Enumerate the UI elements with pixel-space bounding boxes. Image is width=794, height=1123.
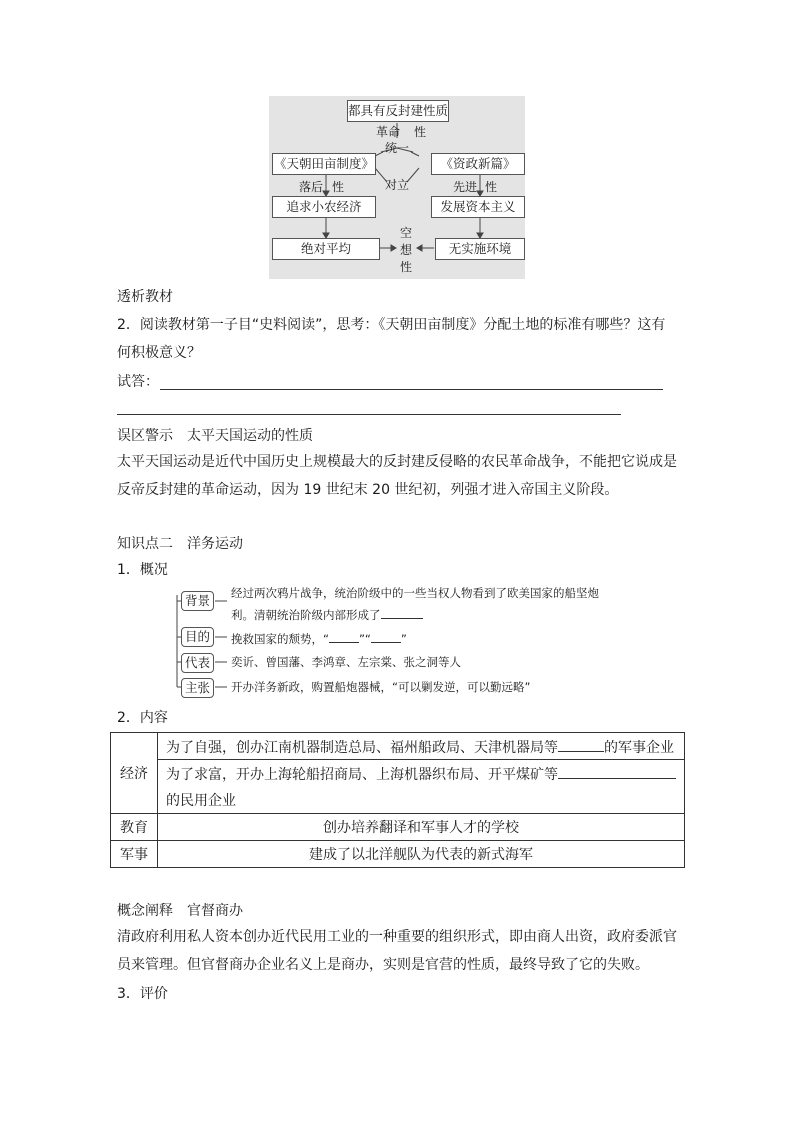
answer-line-2[interactable] — [117, 414, 621, 415]
diagram-label-advanced: 先进 — [453, 180, 478, 194]
knowledge-point-heading: 知识点二 洋务运动 — [117, 536, 243, 552]
content-table — [110, 732, 685, 868]
diagram-label-xing-1: 性 — [414, 125, 427, 139]
diagram-label-unity: 统一 — [385, 141, 410, 155]
economy-blank-2[interactable] — [558, 763, 676, 779]
evaluation-heading: 3．评价 — [117, 986, 168, 1002]
overview-background-line-2 — [231, 603, 423, 625]
diagram-label-kong: 空 — [400, 226, 413, 240]
diagram-bottom-right-box: 无实施环境 — [435, 238, 525, 260]
overview-purpose-blank-2[interactable] — [371, 627, 401, 643]
economy-row-3-cell — [158, 787, 685, 814]
table-row — [111, 787, 685, 814]
concept-line-2: 员来管理。但官督商办企业名义上是商办，实则是官营的性质，最终导致了它的失败。 — [117, 957, 649, 973]
economy-blank-1[interactable] — [558, 736, 604, 752]
diagram-left-mid-box: 《天朝田亩制度》 — [272, 153, 376, 175]
diagram-top-box: 都具有反封建性质 — [347, 100, 449, 122]
overview-background-line-1: 经过两次鸦片战争，统治阶级中的一些当权人物看到了欧美国家的船坚炮 — [231, 586, 599, 600]
concept-line-1: 清政府利用私人资本创办近代民用工业的一种重要的组织形式，即由商人出资，政府委派官 — [117, 929, 677, 945]
table-row — [111, 814, 685, 841]
table-row — [111, 841, 685, 868]
education-value-cell — [158, 814, 685, 841]
overview-background-text: 利。清朝统治阶级内部形成了 — [231, 608, 381, 622]
answer-line-1[interactable] — [160, 389, 663, 390]
military-value-cell — [158, 841, 685, 868]
diagram-label-xiang: 想 — [400, 243, 413, 257]
economy-row-3: 的民用企业 — [166, 792, 236, 809]
analysis-heading: 透析教材 — [117, 289, 173, 305]
table-row — [111, 760, 685, 787]
table-row — [111, 733, 685, 760]
overview-purpose-blank-1[interactable] — [329, 627, 359, 643]
overview-purpose-line — [231, 627, 407, 649]
economy-row-1-cell — [158, 733, 685, 760]
diagram-left-lower-box: 追求小农经济 — [272, 196, 376, 218]
question-line-2: 何积极意义？ — [117, 345, 201, 361]
overview-tag-purpose: 目的 — [181, 627, 214, 647]
overview-background-blank[interactable] — [381, 603, 423, 619]
diagram-label-xing-3: 性 — [485, 180, 498, 194]
diagram-right-lower-box: 发展资本主义 — [431, 196, 525, 218]
overview-tag-background: 背景 — [181, 591, 214, 611]
overview-purpose-text: 挽救国家的颓势，“ — [231, 632, 329, 646]
economy-row-2-cell — [158, 760, 685, 787]
misconception-line-1: 太平天国运动是近代中国历史上规模最大的反封建反侵略的农民革命战争，不能把它说成是 — [117, 454, 677, 470]
comparison-diagram — [269, 96, 525, 279]
question-line-1: 2．阅读教材第一子目“史料阅读”，思考：《天朝田亩制度》分配土地的标准有哪些？这有 — [117, 317, 666, 333]
diagram-label-revolution: 革命 — [376, 125, 401, 139]
diagram-label-opposition: 对立 — [385, 178, 410, 192]
overview-representatives-line: 奕䜣、曾国藩、李鸿章、左宗棠、张之洞等人 — [231, 655, 461, 669]
education-label: 教育 — [120, 820, 148, 836]
economy-row-2: 为了求富，开办上海轮船招商局、上海机器织布局、开平煤矿等 — [166, 766, 558, 783]
education-value: 创办培养翻译和军事人才的学校 — [323, 820, 519, 836]
overview-tag-representatives: 代表 — [181, 653, 214, 673]
diagram-label-xing-2: 性 — [332, 180, 345, 194]
military-value: 建成了以北洋舰队为代表的新式海军 — [309, 847, 533, 863]
military-label-cell — [111, 841, 158, 868]
diagram-label-backward: 落后 — [299, 180, 324, 194]
misconception-heading: 误区警示 太平天国运动的性质 — [117, 428, 313, 444]
economy-row-1-end: 的军事企业 — [604, 739, 674, 756]
education-label-cell — [111, 814, 158, 841]
diagram-bottom-left-box: 绝对平均 — [272, 238, 380, 260]
answer-label: 试答： — [117, 374, 159, 390]
diagram-right-mid-box: 《资政新篇》 — [431, 153, 525, 175]
economy-label: 经济 — [120, 766, 148, 782]
concept-heading: 概念阐释 官督商办 — [117, 903, 243, 919]
overview-heading: 1．概况 — [117, 562, 168, 578]
economy-row-1: 为了自强，创办江南机器制造总局、福州船政局、天津机器局等 — [166, 739, 558, 756]
economy-label-cell — [111, 733, 158, 814]
diagram-label-xing-4: 性 — [400, 260, 413, 274]
overview-tag-proposition: 主张 — [181, 678, 214, 698]
overview-proposition-line: 开办洋务新政，购置船炮器械，“可以剿发逆，可以勤远略” — [231, 680, 531, 694]
misconception-line-2: 反帝反封建的革命运动，因为 19 世纪末 20 世纪初，列强才进入帝国主义阶段。 — [117, 482, 619, 498]
overview-purpose-end: ” — [400, 632, 407, 646]
military-label: 军事 — [120, 847, 148, 863]
overview-purpose-mid: ”“ — [358, 632, 371, 646]
content-heading: 2．内容 — [117, 710, 168, 726]
